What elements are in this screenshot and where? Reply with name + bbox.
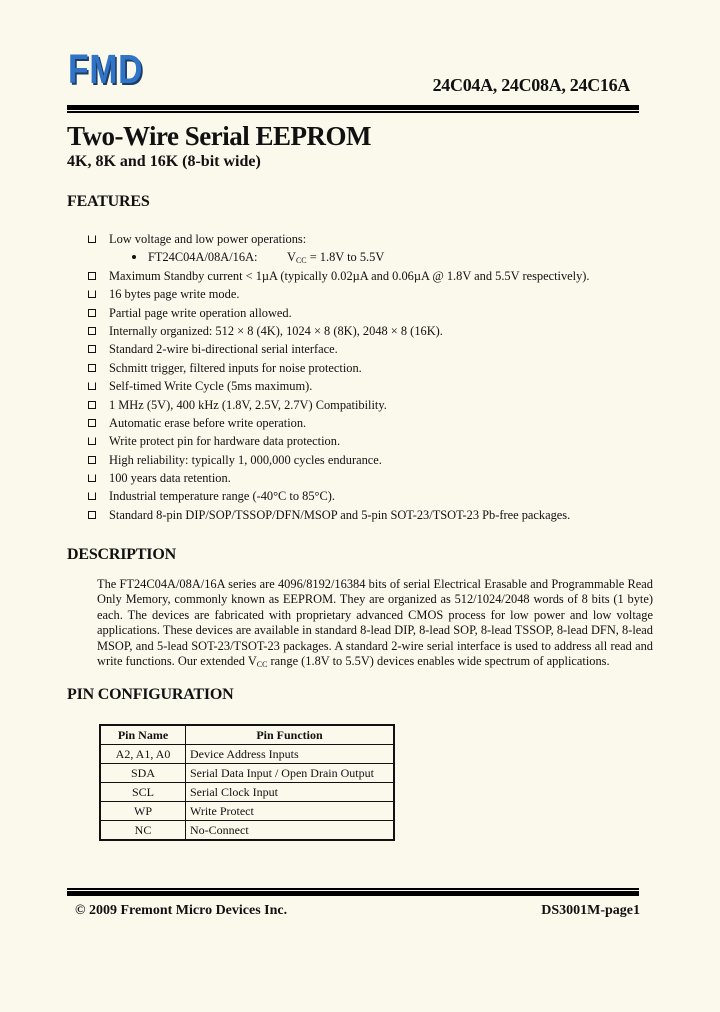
- feature-item: Automatic erase before write operation.: [87, 414, 687, 432]
- features-heading: FEATURES: [67, 193, 150, 210]
- feature-item: Standard 2-wire bi-directional serial interface.: [87, 340, 687, 358]
- pin-configuration-heading: PIN CONFIGURATION: [67, 686, 234, 703]
- checkbox-bullet-icon: [88, 492, 96, 500]
- pin-name: WP: [100, 802, 186, 821]
- checkbox-bullet-icon: [88, 474, 96, 482]
- description-paragraph: The FT24C04A/08A/16A series are 4096/8192/16384 bits of serial Electrical Erasable and Programmable Read Only Memory, commonly known as EEPROM. They are organized as 512/1024/2048 words of 8 bits (1 byte) each. The devices are fabricated with proprietary advanced CMOS process for low power and low voltage applications. These devices are available in standard 8-lead DIP, 8-lead SOP, 8-lead TSSOP, 8-lead DFN, 8-lead MSOP, and 5-lead SOT-23/TSOT-23 packages. A standard 2-wire serial interface is used to address all read and write functions. Our extended $V_{CC}$ range (1.8V to 5.5V) devices enables wide spectrum of applications.: [97, 577, 653, 670]
- pin-table: [99, 724, 395, 841]
- feature-item: 100 years data retention.: [87, 469, 687, 487]
- footer-rule-thick: [67, 891, 639, 896]
- feature-item: High reliability: typically 1, 000,000 cycles endurance.: [87, 451, 687, 469]
- document-title: Two-Wire Serial EEPROM: [67, 121, 371, 151]
- pin-function: Device Address Inputs: [186, 745, 395, 764]
- fmd-logo: FMD: [68, 46, 144, 92]
- checkbox-bullet-icon: [88, 327, 96, 335]
- pin-function: Serial Clock Input: [186, 783, 395, 802]
- feature-item: Internally organized: 512 × 8 (4K), 1024 × 8 (8K), 2048 × 8 (16K).: [87, 322, 687, 340]
- features-list: [87, 230, 687, 524]
- table-row: [100, 764, 394, 783]
- part-numbers: 24C04A, 24C08A, 24C16A: [432, 75, 630, 95]
- feature-item: Write protect pin for hardware data protection.: [87, 432, 687, 450]
- pin-name: NC: [100, 821, 186, 841]
- checkbox-bullet-icon: [88, 235, 96, 243]
- vcc-range: $V_{CC} = 1.8V$ to 5.5V: [287, 250, 385, 266]
- table-row: [100, 745, 394, 764]
- pin-function: No-Connect: [186, 821, 395, 841]
- checkbox-bullet-icon: [88, 382, 96, 390]
- feature-item: Partial page write operation allowed.: [87, 304, 687, 322]
- column-header: Pin Function: [186, 725, 395, 745]
- checkbox-bullet-icon: [88, 401, 96, 409]
- table-row: [100, 802, 394, 821]
- header-rule-thin: [67, 111, 639, 113]
- feature-item: Low voltage and low power operations:: [87, 230, 687, 248]
- feature-item: Self-timed Write Cycle (5ms maximum).: [87, 377, 687, 395]
- feature-item: Industrial temperature range (-40°C to 85°C).: [87, 487, 687, 505]
- checkbox-bullet-icon: [88, 437, 96, 445]
- checkbox-bullet-icon: [88, 419, 96, 427]
- feature-item: 16 bytes page write mode.: [87, 285, 687, 303]
- column-header: Pin Name: [100, 725, 186, 745]
- checkbox-bullet-icon: [88, 309, 96, 317]
- pin-name: A2, A1, A0: [100, 745, 186, 764]
- description-heading: DESCRIPTION: [67, 546, 176, 563]
- header-rule-thick: [67, 105, 639, 110]
- footer-rule-thin: [67, 888, 639, 890]
- feature-sub-item: FT24C04A/08A/16A: $V_{CC} = 1.8V$ to 5.5V: [87, 248, 687, 266]
- pin-name: SCL: [100, 783, 186, 802]
- feature-item: Maximum Standby current < 1µA (typically 0.02µA and 0.06µA @ 1.8V and 5.5V respectively).: [87, 267, 687, 285]
- pin-name: SDA: [100, 764, 186, 783]
- checkbox-bullet-icon: [88, 364, 96, 372]
- feature-item: 1 MHz (5V), 400 kHz (1.8V, 2.5V, 2.7V) Compatibility.: [87, 396, 687, 414]
- document-subtitle: 4K, 8K and 16K (8-bit wide): [67, 153, 261, 170]
- table-row: [100, 821, 394, 841]
- checkbox-bullet-icon: [88, 272, 96, 280]
- feature-item: Standard 8-pin DIP/SOP/TSSOP/DFN/MSOP and 5-pin SOT-23/TSOT-23 Pb-free packages.: [87, 506, 687, 524]
- table-row: [100, 783, 394, 802]
- checkbox-bullet-icon: [88, 345, 96, 353]
- table-header-row: [100, 725, 394, 745]
- feature-item: Schmitt trigger, filtered inputs for noise protection.: [87, 359, 687, 377]
- checkbox-bullet-icon: [88, 290, 96, 298]
- pin-function: Serial Data Input / Open Drain Output: [186, 764, 395, 783]
- checkbox-bullet-icon: [88, 456, 96, 464]
- pin-function: Write Protect: [186, 802, 395, 821]
- footer-copyright: © 2009 Fremont Micro Devices Inc.: [75, 903, 288, 918]
- checkbox-bullet-icon: [88, 511, 96, 519]
- footer-page-id: DS3001M-page1: [541, 903, 640, 918]
- bullet-dot-icon: [132, 255, 136, 259]
